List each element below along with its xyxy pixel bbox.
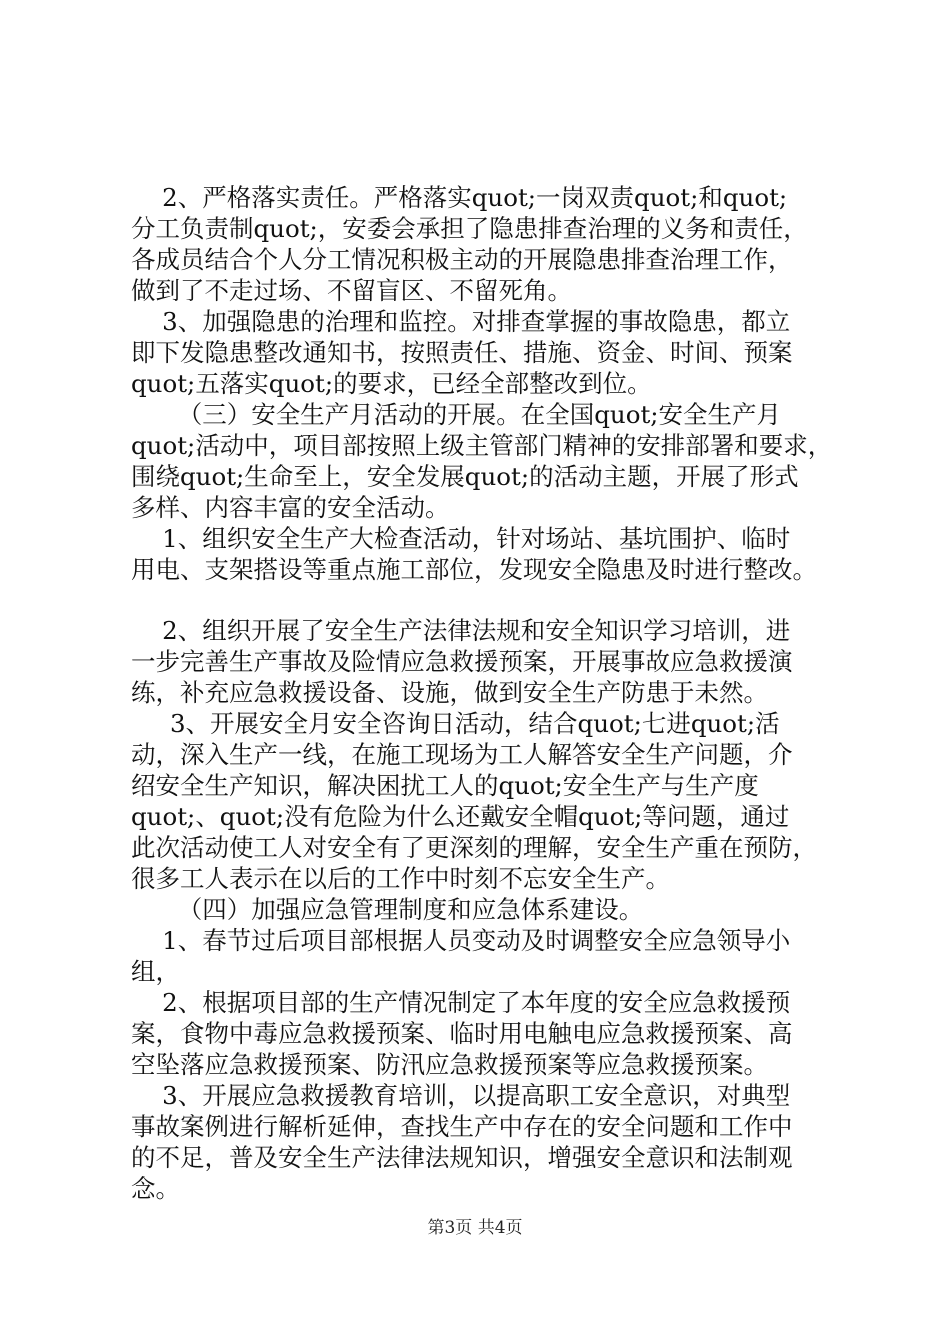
text-line: 1、春节过后项目部根据人员变动及时调整安全应急领导小: [131, 926, 791, 955]
text-line: 此次活动使工人对安全有了更深刻的理解，安全生产重在预防，: [131, 833, 817, 862]
text-line: 多样、内容丰富的安全活动。: [131, 493, 450, 522]
text-line: 组，: [131, 957, 180, 986]
text-line: （三）安全生产月活动的开展。在全国quot;安全生产月: [131, 400, 782, 429]
text-line: quot;活动中，项目部按照上级主管部门精神的安排部署和要求，: [131, 431, 833, 460]
text-line: 分工负责制quot;，安委会承担了隐患排查治理的义务和责任，: [131, 214, 808, 243]
text-line: 围绕quot;生命至上，安全发展quot;的活动主题，开展了形式: [131, 462, 799, 491]
text-line: 3、开展应急救援教育培训，以提高职工安全意识，对典型: [131, 1081, 791, 1110]
text-line: 2、严格落实责任。严格落实quot;一岗双责quot;和quot;: [131, 183, 788, 212]
text-line: 一步完善生产事故及险情应急救援预案，开展事故应急救援演: [131, 647, 793, 676]
text-line: 很多工人表示在以后的工作中时刻不忘安全生产。: [131, 864, 670, 893]
text-line: 案，食物中毒应急救援预案、临时用电触电应急救援预案、高: [131, 1019, 793, 1048]
text-line: 即下发隐患整改通知书，按照责任、措施、资金、时间、预案: [131, 338, 793, 367]
text-line: 的不足，普及安全生产法律法规知识，增强安全意识和法制观: [131, 1143, 793, 1172]
text-line: 念。: [131, 1174, 180, 1203]
text-line: 空坠落应急救援预案、防汛应急救援预案等应急救援预案。: [131, 1050, 768, 1079]
text-line: （四）加强应急管理制度和应急体系建设。: [131, 895, 644, 924]
text-line: 3、加强隐患的治理和监控。对排查掌握的事故隐患，都立: [131, 307, 791, 336]
text-line: quot;五落实quot;的要求，已经全部整改到位。: [131, 369, 652, 398]
text-line: 动，深入生产一线，在施工现场为工人解答安全生产问题，介: [131, 740, 793, 769]
text-line: 各成员结合个人分工情况积极主动的开展隐患排查治理工作，: [131, 245, 793, 274]
page-number-footer: 第3页 共4页: [427, 1218, 523, 1238]
text-line: 1、组织安全生产大检查活动，针对场站、基坑围护、临时: [131, 524, 791, 553]
text-line: 做到了不走过场、不留盲区、不留死角。: [131, 276, 572, 305]
text-line: 事故案例进行解析延伸，查找生产中存在的安全问题和工作中: [131, 1112, 793, 1141]
text-line: 用电、支架搭设等重点施工部位，发现安全隐患及时进行整改。: [131, 555, 817, 584]
text-line: quot;、quot;没有危险为什么还戴安全帽quot;等问题，通过: [131, 802, 790, 831]
text-line: 3、开展安全月安全咨询日活动，结合quot;七进quot;活: [131, 709, 780, 738]
text-line: 2、组织开展了安全生产法律法规和安全知识学习培训，进: [131, 616, 791, 645]
text-line: 2、根据项目部的生产情况制定了本年度的安全应急救援预: [131, 988, 791, 1017]
text-line: 绍安全生产知识，解决困扰工人的quot;安全生产与生产度: [131, 771, 759, 800]
text-line: 练，补充应急救援设备、设施，做到安全生产防患于未然。: [131, 678, 768, 707]
